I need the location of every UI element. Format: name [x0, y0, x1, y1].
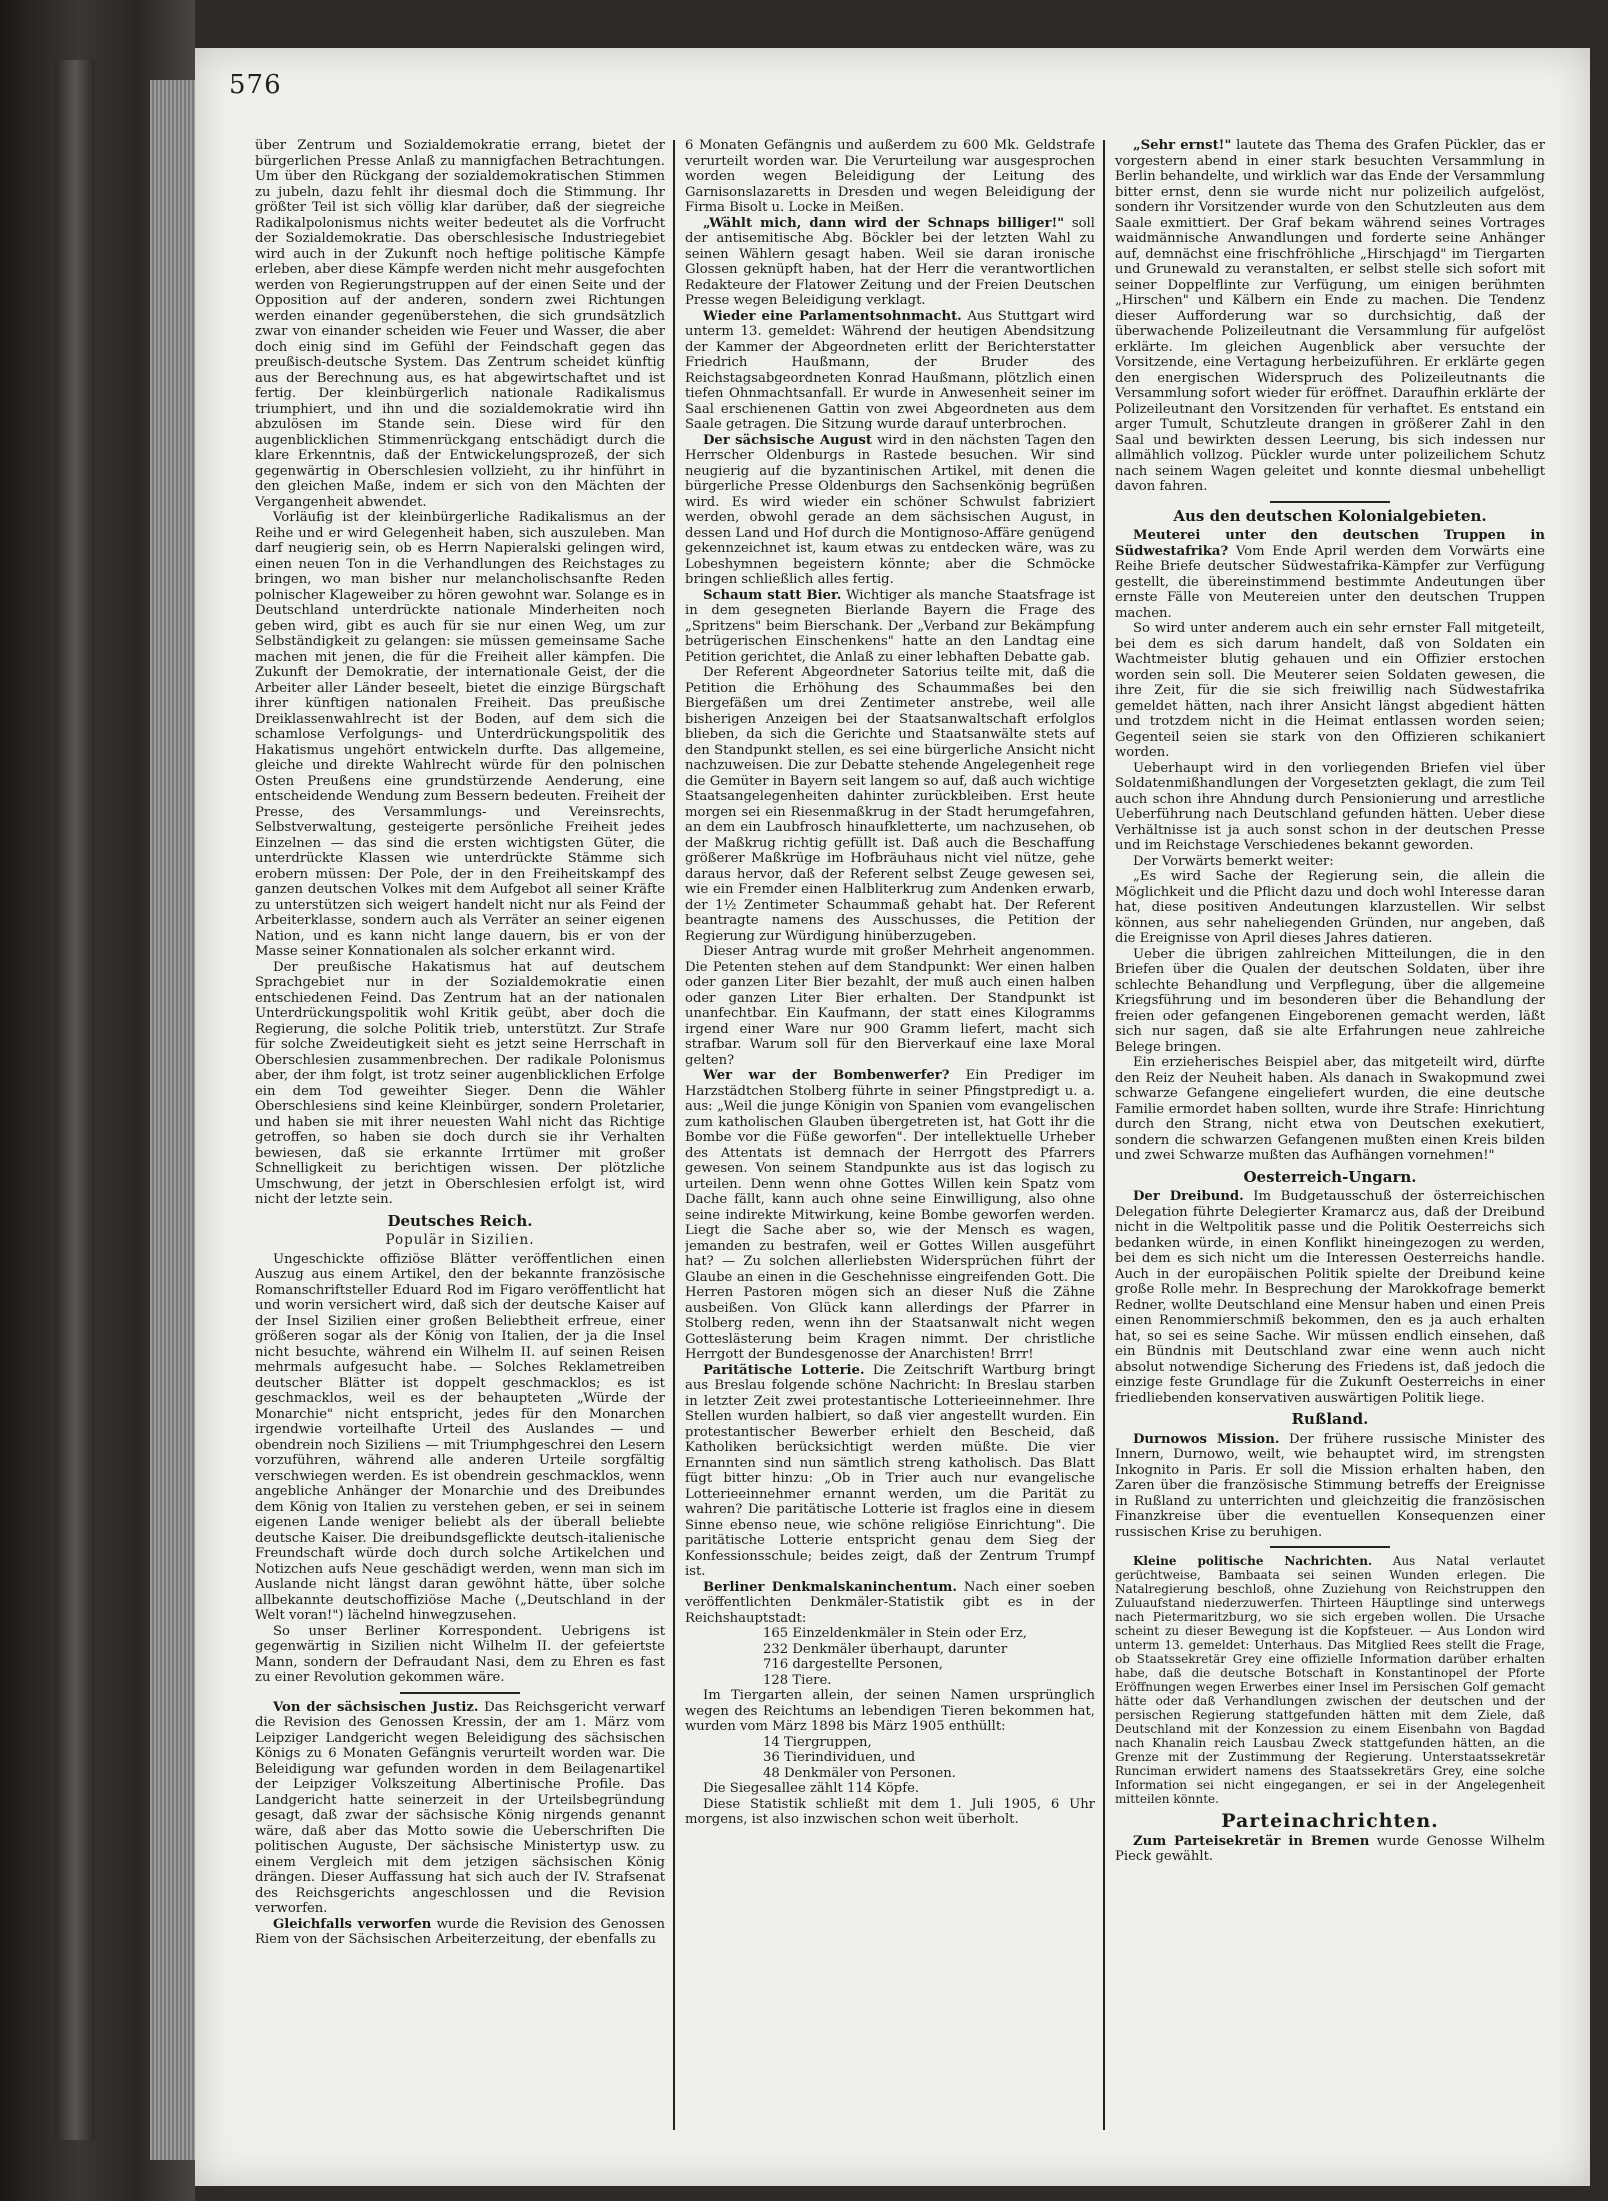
paragraph — [685, 588, 1095, 666]
paragraph-text: Das Reichsgericht verwarf die Revision des Genossen Kressin, der am 1. März vom Leipziger Landgericht wegen Beleidigung des sächsischen Königs zu 6 Monaten Gefängnis verurteilt worden war. Die Beleidigung war gefunden worden in dem Beilagenartikel der Leipziger Volkszeitung Albertinische Profile. Das Landgericht hatte seinerzeit in der Urteilsbegründung gesagt, daß zwar der sächsische König nirgends genannt wäre, daß aber das Motto sowie die Ueberschriften Die politischen Auguste, Der sächsische Ministertyp usw. zu einem Vergleich mit dem jetzigen sächsischen König drängen. Dieser Auffassung hat sich auch der IV. Strafsenat des Reichsgerichts angeschlossen und die Revision verworfen. — [255, 1699, 665, 1916]
paragraph-text: wurde die Revision des Genossen Riem von der Sächsischen Arbeiterzeitung, der ebenfalls zu — [255, 1916, 665, 1947]
paragraph: Die Siegesallee zählt 114 Köpfe. — [703, 1781, 920, 1796]
paragraph — [1115, 1554, 1545, 1806]
paragraph: So unser Berliner Korrespondent. Uebrigens ist gegenwärtig in Sizilien nicht Wilhelm II. der gefeiertste Mann, sondern der Defraudant Nasi, dem zu Ehren es fast zu einer Revolution gekommen wäre. — [255, 1623, 665, 1685]
section-heading-reich: Deutsches Reich. — [387, 1211, 533, 1230]
article-heading: Populär in Sizilien. — [385, 1232, 535, 1248]
paragraph-text: Nach einer soeben veröffentlichten Denkmäler-Statistik gibt es in der Reichshauptstadt: — [685, 1579, 1095, 1626]
paragraph — [1115, 1432, 1545, 1541]
lead-phrase: Meuterei unter den deutschen Truppen in Südwestafrika? — [1115, 528, 1545, 559]
paragraph-text: Im Budgetausschuß der österreichischen Delegation führte Delegierter Kramarcz aus, daß der Dreibund nicht in die Weltpolitik passe und die Politik Oesterreichs sich bedanken würde, in einen Konflikt hineingezogen zu werden, bei dem es sich nicht um die Interessen Oesterreichs handle. Auch in der europäischen Politik spielte der Dreibund keine große Rolle mehr. In Besprechung der Marokkofrage bemerkt Redner, wollte Deutschland eine Mensur haben und einen Preis einen Renommierschmiß bekommen, den es ja auch erhalten hat, so sei es seine Sache. Wir müssen endlich einsehen, daß ein Bündnis mit Deutschland zwar eine wenn auch nicht absolut notwendige Sicherung des Friedens ist, daß jedoch die einzige feste Grundlage für die Zukunft Oesterreichs in einer friedliebenden konservativen auswärtigen Politik liege. — [1115, 1189, 1545, 1406]
paragraph-text: wird in den nächsten Tagen den Herrscher Oldenburgs in Rastede besuchen. Wir sind neugierig auf die byzantinischen Artikel, mit denen die bürgerliche Presse Oldenburgs den Sachsenkönig begrüßen wird. Es wird wieder ein schöner Schwulst fabriziert werden, obwohl gerade an dem sächsischen August, in dessen Land und Hof durch die Montignoso-Affäre genügend gekennzeichnet ist, kaum etwas zu entdecken wäre, was zu Lobeshymnen begeistern könnte; aber die Schmöcke bringen schließlich alles fertig. — [685, 432, 1095, 587]
column-2 — [685, 138, 1095, 2128]
lead-phrase: Wieder eine Parlamentsohnmacht. — [703, 308, 962, 324]
lead-phrase: Paritätische Lotterie. — [703, 1362, 865, 1378]
list-item: 14 Tiergruppen, — [763, 1734, 872, 1750]
paragraph — [255, 1917, 665, 1948]
paragraph — [1115, 138, 1545, 495]
paragraph: Diese Statistik schließt mit dem 1. Juli 1905, 6 Uhr morgens, ist also inzwischen schon weit überholt. — [685, 1796, 1095, 1827]
paragraph: Ungeschickte offiziöse Blätter veröffentlichen einen Auszug aus einem Artikel, den der bekannte französische Romanschriftsteller Eduard Rod im Figaro veröffentlicht hat und worin versichert wird, daß sich der deutsche Kaiser auf der Insel Sizilien einer großen Beliebtheit erfreue, einer größeren sogar als der König von Italien, der ja die Insel nicht besuchte, während ein Wilhelm II. auf seinen Reisen mehrmals aufgesucht habe. — Solches Reklametreiben deutscher Blätter ist doppelt geschmacklos; es ist geschmacklos, weil es der behaupteten „Würde der Monarchie" nicht entspricht, jedes für den Monarchen irgendwie vorteilhafte Urteil des Auslandes — und obendrein noch Siziliens — mit Triumphgeschrei den Lesern vorzuführen, während alle anderen Urteile sorgfältig verschwiegen werden. Es ist obendrein geschmacklos, wenn angebliche Anhänger der Monarchie und des Dreibundes dem König von Italien zu verstehen geben, er sei in seinem eigenen Lande weniger beliebt als der überall beliebte deutsche Kaiser. Die dreibundsgeflickte deutsch-italienische Freundschaft würde doch durch solche Artikelchen und Notizchen aufs Neue geschädigt werden, wenn man sich im Auslande nicht längst daran gewöhnt hätte, über solche allbekannte deutschoffiziöse Mache („Deutschland in der Welt voran!") lächelnd hinwegzusehen. — [255, 1251, 665, 1623]
lead-phrase: Der sächsische August — [703, 432, 873, 448]
paragraph: Vorläufig ist der kleinbürgerliche Radikalismus an der Reihe und er wird Gelegenheit haben, sich auszuleben. Man darf neugierig sein, ob es Herrn Napieralski gelingen wird, einen neuen Ton in die Verhandlungen des Reichstages zu bringen, wo man bisher nur melancholischsanfte Reden polnischer Klageweiber zu hören gewohnt war. Solange es in Deutschland unterdrückte nationale Minderheiten noch geben wird, gibt es auch für sie nur einen Weg, um zur Selbständigkeit zu gelangen: sie müssen gemeinsame Sache machen mit jenen, die für die Freiheit aller kämpfen. Die Zukunft der Demokratie, der internationale Geist, der die Arbeiter aller Länder beseelt, bietet die einzige Bürgschaft ihrer künftigen nationalen Freiheit. Das preußische Dreiklassenwahlrecht ist der Boden, auf dem sich die schamlose Verfolgungs- und Unterdrückungspolitik des Hakatismus ungehört entwickeln durfte. Das allgemeine, gleiche und direkte Wahlrecht würde für den polnischen Osten Preußens eine grundstürzende Aenderung, eine entscheidende Wendung zum Bessern bedeuten. Freiheit der Presse, des Versammlungs- und Vereinsrechts, Selbstverwaltung, gesteigerte persönliche Freiheit jedes Einzelnen — das sind die ersten wichtigsten Güter, die unterdrückte Klassen wie unterdrückte Stämme sich erobern müssen: Der Pole, der in den Freiheitskampf des ganzen deutschen Volkes mit dem Aufgebot all seiner Kräfte zu unterstützen sich weigert handelt nicht nur als Feind der Arbeiterklasse, sondern auch als Verräter an seiner eigenen Nation, und es kann nicht lange dauern, bis er von der Masse seiner Konnationalen als solcher erkannt wird. — [255, 510, 665, 959]
separator — [1270, 1546, 1390, 1548]
column-rule — [1103, 140, 1105, 2130]
list-item: 36 Tierindividuen, und — [763, 1750, 916, 1765]
paragraph — [1115, 1834, 1545, 1865]
column-3 — [1115, 138, 1545, 2128]
lead-phrase: Schaum statt Bier. — [703, 587, 842, 603]
section-heading-partei: Parteinachrichten. — [1221, 1810, 1439, 1832]
list-item: 48 Denkmäler von Personen. — [763, 1765, 956, 1781]
paragraph: Dieser Antrag wurde mit großer Mehrheit angenommen. Die Petenten stehen auf dem Standpunkt: Wer einen halben oder ganzen Liter Bier bezahlt, der muß auch einen halben oder ganzen Liter Bier erhalten. Der Standpunkt ist unanfechtbar. Ein Kaufmann, der statt eines Kilogramms irgend einer Ware nur 900 Gramm liefert, macht sich strafbar. Warum soll für den Bierverkauf eine laxe Moral gelten? — [685, 944, 1095, 1068]
paragraph: Ueberhaupt wird in den vorliegenden Briefen viel über Soldatenmißhandlungen der Vorgesetzten geklagt, die zum Teil auch schon ihre Ahndung durch Pensionierung und arrestliche Ueberführung nach Deutschland gefunden hätten. Ueber diese Verhältnisse ist ja auch sonst schon in der deutschen Presse und im Reichstage Verschiedenes bekannt geworden. — [1115, 760, 1545, 853]
paragraph: Ein erzieherisches Beispiel aber, das mitgeteilt wird, dürfte den Reiz der Neuheit haben. Als danach in Swakopmund zwei schwarze Gefangene eingeliefert wurden, die eine deutsche Familie ermordet haben sollten, wurde ihre Strafe: Hinrichtung durch den Strang, nicht etwa von Deutschen exekutiert, sondern die schwarzen Gefangenen mußten einen Kreis bilden und zwei Schwarze mußten das Aufhängen vornehmen!" — [1115, 1055, 1545, 1163]
paragraph — [685, 1363, 1095, 1580]
section-heading-russland: Rußland. — [1291, 1410, 1369, 1428]
separator — [400, 1692, 520, 1694]
lead-phrase: Durnowos Mission. — [1133, 1431, 1280, 1447]
page-number: 576 — [229, 70, 282, 100]
paragraph — [1115, 1189, 1545, 1406]
paragraph-text: wurde Genosse Wilhelm Pieck gewählt. — [1115, 1833, 1545, 1864]
paragraph: 6 Monaten Gefängnis und außerdem zu 600 Mk. Geldstrafe verurteilt worden war. Die Verurteilung war ausgesprochen worden wegen Beleidigung der Leitung des Garnisonslazaretts in Dresden und wegen Beleidigung der Firma Bisolt u. Locke in Meißen. — [685, 138, 1095, 215]
paragraph — [255, 1700, 665, 1917]
list-item: 716 dargestellte Personen, — [763, 1657, 943, 1672]
paragraph — [685, 309, 1095, 433]
separator — [1270, 501, 1390, 503]
paragraph — [685, 216, 1095, 309]
list-item: 128 Tiere. — [763, 1672, 832, 1688]
lead-phrase: Wer war der Bombenwerfer? — [703, 1068, 950, 1083]
page-stack-edge — [150, 80, 195, 2160]
lead-phrase: Von der sächsischen Justiz. — [273, 1699, 479, 1715]
lead-phrase: „Wählt mich, dann wird der Schnaps billiger!" — [703, 215, 1065, 231]
paragraph-text: Vom Ende April werden dem Vorwärts eine Reihe Briefe deutscher Südwestafrika-Kämpfer zur Verfügung gestellt, die übereinstimmend bestimmte Andeutungen über ernste Fälle von Meutereien unter den deutschen Truppen machen. — [1115, 543, 1545, 621]
paragraph-text: lautete das Thema des Grafen Pückler, das er vorgestern abend in einer stark besuchten Versammlung in Berlin behandelte, und wirklich war das Ende der Versammlung bitter ernst, denn sie wurde nicht nur polizeilich aufgelöst, sondern ihr Vorsitzender wurde von den Schutzleuten aus dem Saale exmittiert. Der Graf bekam während seines Vortrages waidmännische Anwandlungen und forderte seine Anhänger auf, demnächst eine frischfröhliche „Hirschjagd" im Tiergarten und Grunewald zu veranstalten, er selbst stelle sich sofort mit seiner Doppelflinte zur Verfügung, um einigen berühmten „Hirschen" und Kälbern ein Ende zu machen. Die Tendenz dieser Aufforderung war so durchsichtig, daß der überwachende Polizeileutnant die Versammlung für aufgelöst erklärte. Im gleichen Augenblick aber versuchte der Vorsitzende, eine Vertagung herbeizuführen. Er erklärte gegen den energischen Widerspruch des Polizeileutnants die Versammlung sofort wieder für eröffnet. Daraufhin erklärte der Polizeileutnant den Vorsitzenden für verhaftet. Es entstand ein arger Tumult, Schutzleute drangen in größerer Zahl in den Saal und bewirkten dessen Leerung, bis sich indessen nur allmählich vollzog. Pückler wurde unter polizeilichem Schutz nach seinem Wagen geleitet und konnte diesmal unbehelligt davon fahren. — [1115, 138, 1545, 494]
paragraph-text: Aus Natal verlautet gerüchtweise, Bambaata sei seinen Wunden erlegen. Die Natalregierung beschloß, ohne Zuziehung von Reichstruppen den Zuluaufstand niederzuwerfen. Thirteen Häuptlinge sind unterwegs nach Pietermaritzburg, wo sie sich ergeben wollen. Die Ursache scheint zu dieser Bewegung ist die Kopfsteuer. — Aus London wird unterm 13. gemeldet: Unterhaus. Das Mitglied Rees stellt die Frage, ob Staatssekretär Grey eine offizielle Information darüber erhalten habe, daß die deutsche Botschaft in Konstantinopel der Pforte Eröffnungen wegen Erwerbes einer Insel im Persischen Golf gemacht hätte oder daß Verhandlungen zwischen der deutschen und der persischen Regierung stattgefunden hätten mit dem Ziele, daß Deutschland mit der Konzession zu einem Eisenbahn von Bagdad nach Khanalin reich Lausbau Zweck stattgefunden hätten, an die Grenze mit der Zustimmung der Regierung. Unterstaatssekretär Runciman erwidert namens des Staatssekretärs Grey, eine solche Information sei nicht eingegangen, er sei in der Angelegenheit mitteilen könnte. — [1115, 1554, 1545, 1806]
lead-phrase: „Sehr ernst!" — [1133, 138, 1232, 153]
paragraph-text: Ein Prediger im Harzstädtchen Stolberg führte in seiner Pfingstpredigt u. a. aus: „Weil die junge Königin von Spanien vom evangelischen zum katholischen Glauben übergetreten ist, hat Gott ihr die Bombe vor die Füße geworfen". Der intellektuelle Urheber des Attentats ist demnach der Herrgott des Pfarrers gewesen. Von seinem Standpunkte aus ist das logisch zu urteilen. Denn wenn ohne Gottes Willen kein Spatz vom Dache fällt, kann auch ohne seine Einwilligung, also ohne seine indirekte Mitwirkung, keine Bombe geworfen werden. Liegt die Sache aber so, wie der Mensch es wagen, jemanden zu bestrafen, weil er Gottes Willen ausgeführt hat? — Zu solchen allerliebsten Widersprüchen führt der Glaube an einen in die Geschehnisse eingreifenden Gott. Die Herren Pastoren mögen sich an dieser Nuß die Zähne ausbeißen. Von Glück kann allerdings der Pfarrer in Stolberg reden, wenn ihn der Staatsanwalt nicht wegen Gotteslästerung beim Kragen nimmt. Der christliche Herrgott der Bundesgenosse der Anarchisten! Brrr! — [685, 1068, 1095, 1362]
lead-phrase: Gleichfalls verworfen — [273, 1916, 432, 1932]
lead-phrase: Kleine politische Nachrichten. — [1133, 1554, 1373, 1568]
binding-spine — [55, 60, 95, 2140]
paragraph — [685, 1068, 1095, 1363]
paragraph-text: Wichtiger als manche Staatsfrage ist in dem gesegneten Bierlande Bayern die Frage des „Spritzens" beim Bierschank. Der „Verband zur Bekämpfung betrügerischen Einschenkens" hatte an den Landtag eine Petition gerichtet, die Anlaß zu einer lebhaften Debatte gab. — [685, 587, 1095, 665]
section-heading-oesterreich: Oesterreich-Ungarn. — [1243, 1167, 1417, 1186]
lead-phrase: Der Dreibund. — [1133, 1189, 1244, 1204]
paragraph — [685, 433, 1095, 588]
newspaper-page — [195, 48, 1590, 2186]
paragraph-text: Aus Stuttgart wird unterm 13. gemeldet: Während der heutigen Abendsitzung der Kammer der Abgeordneten erlitt der Berichterstatter Friedrich Haußmann, der Bruder des Reichstagsabgeordneten Konrad Haußmann, plötzlich einen tiefen Ohnmachtsanfall. Er wurde in Anwesenheit seiner im Saal erschienenen Gattin von zwei Abgeordneten aus dem Saale getragen. Die Sitzung wurde darauf unterbrochen. — [685, 308, 1095, 432]
paragraph: Der preußische Hakatismus hat auf deutschem Sprachgebiet nur in der Sozialdemokratie einen entschiedenen Feind. Das Zentrum hat an der nationalen Unterdrückungspolitik wohl Kritik geübt, aber doch die Regierung, die solche Politik trieb, unterstützt. Zur Strafe für solche Zweideutigkeit sieht es jetzt seine Herrschaft in Oberschlesien zusammenbrechen. Der radikale Polonismus aber, der ihm folgt, ist trotz seiner augenblicklichen Erfolge ein dem Tod geweihter Sieger. Denn die Wähler Oberschlesiens sind keine Kleinbürger, sondern Proletarier, und haben sie mit ihrer neuesten Wahl nicht das Richtige getroffen, so haben sie doch durch sie ihr Verhalten bewiesen, daß sie erkannte Irrtümer mit großer Schnelligkeit zu berichtigen wissen. Der plötzliche Umschwung, der jetzt in Oberschlesien erfolgt ist, wird nicht der letzte sein. — [255, 959, 665, 1207]
paragraph — [1115, 528, 1545, 621]
list-item: 165 Einzeldenkmäler in Stein oder Erz, — [763, 1626, 1027, 1641]
paragraph: Der Vorwärts bemerkt weiter: — [1133, 853, 1334, 869]
paragraph-text: Die Zeitschrift Wartburg bringt aus Breslau folgende schöne Nachricht: In Breslau starben in letzter Zeit zwei protestantische Lotterieeinnehmer. Ihre Stellen wurden halbiert, so daß vier angestellt wurden. Ein protestantischer Bewerber erhielt den Bescheid, daß Katholiken berücksichtigt werden müßte. Die vier Ernannten sind nun sämtlich streng katholisch. Das Blatt fügt bitter hinzu: „Ob in Trier auch nur evangelische Lotterieeinnehmer ernannt werden, um die Parität zu wahren? Die paritätische Lotterie ist fraglos eine in diesem Sinne ebenso neue, wie schöne religiöse Einrichtung". Die paritätische Lotterie entspricht genau dem Sieg der Konfessionsschule; beides zeigt, daß der Zentrum Trumpf ist. — [685, 1362, 1095, 1579]
lead-phrase: Berliner Denkmalskaninchentum. — [703, 1579, 957, 1595]
section-heading-kolonial: Aus den deutschen Kolonialgebieten. — [1173, 506, 1487, 525]
paragraph: So wird unter anderem auch ein sehr ernster Fall mitgeteilt, bei dem es sich darum handelt, daß von Soldaten ein Wachtmeister blutig gehauen und ein Offizier erstochen worden sein soll. Die Meuterer seien Soldaten gewesen, die ihre Zeit, für die sie sich freiwillig nach Südwestafrika gemeldet hätten, nach ihrer Ansicht längst abgedient hätten und trotzdem nicht in die Heimat entlassen worden seien; Gegenteil seien sie stark von den Offizieren schikaniert worden. — [1115, 621, 1545, 760]
column-1 — [255, 138, 665, 2128]
paragraph-text: Der frühere russische Minister des Innern, Durnowo, weilt, wie behauptet wird, im strengsten Inkognito in Paris. Er soll die Mission erhalten haben, den Zaren über die französische Stimmung betreffs der Ereignisse in Rußland zu unterrichten und gleichzeitig die französischen Finanzkreise über die eventuellen Konsequenzen einer russischen Krise zu beruhigen. — [1115, 1431, 1545, 1540]
paragraph-text: soll der antisemitische Abg. Böckler bei der letzten Wahl zu seinen Wählern gesagt haben. Weil sie daran ironische Glossen geknüpft haben, hat der Herr die verantwortlichen Redakteure der Flatower Zeitung und der Freien Deutschen Presse wegen Beleidigung verklagt. — [685, 215, 1095, 308]
paragraph: „Es wird Sache der Regierung sein, die allein die Möglichkeit und die Pflicht dazu und doch wohl Interesse daran hat, diese positiven Andeutungen klarzustellen. Wir selbst können, aus sehr naheliegenden Gründen, nur angeben, daß die Ereignisse von April dieses Jahres datieren. — [1115, 869, 1545, 946]
paragraph: Der Referent Abgeordneter Satorius teilte mit, daß die Petition die Erhöhung des Schaummaßes bei den Biergefäßen um drei Zentimeter anstrebe, weil alle bisherigen Anzeigen bei der Staatsanwaltschaft erfolglos blieben, da sich die Gerichte und Staatsanwälte stets auf den Standpunkt stellen, es sei eine bürgerliche Ansicht nicht nachzuweisen. Die zur Debatte stehende Angelegenheit rege die Gemüter in Bayern seit langem so auf, daß auch wichtige Staatsangelegenheiten dahinter zurückbleiben. Erst heute morgen sei ein Riesenmaßkrug in der Stadt herumgefahren, an dem ein Laubfrosch hinaufkletterte, um nachzusehen, ob der Maßkrug richtig gefüllt ist. Daß auch die Beschaffung größerer Maßkrüge im Hofbräuhaus nicht viel nütze, gehe daraus hervor, daß der Referent selbst Zeuge gewesen sei, wie ein Fremder einen Halbliterkrug zum Andenken erwarb, der 1½ Zentimeter Schaummaß gehabt hat. Der Referent beantragte namens des Ausschusses, die Petition der Regierung zur Würdigung hinüberzugeben. — [685, 665, 1095, 944]
lead-phrase: Zum Parteisekretär in Bremen — [1133, 1833, 1370, 1849]
list-item: 232 Denkmäler überhaupt, darunter — [763, 1641, 1008, 1657]
paragraph: über Zentrum und Sozialdemokratie errang, bietet der bürgerlichen Presse Anlaß zu mannigfachen Betrachtungen. Um über den Rückgang der sozialdemokratischen Stimmen zu jubeln, dazu fehlt ihr diesmal doch die Stimmung. Ihr größter Teil ist sich völlig klar darüber, daß der siegreiche Radikalpolonismus nichts weiter bedeutet als die Vorfrucht der Sozialdemokratie. Das oberschlesische Industriegebiet wird auch in der Zukunft noch heftige politische Kämpfe erleben, aber diese Kämpfe werden nicht mehr ausgefochten werden von Regierungstruppen auf der einen Seite und der Opposition auf der anderen, sondern zwei Richtungen werden einander gegenüberstehen, die sich grundsätzlich zwar von einander scheiden wie Feuer und Wasser, die aber doch einig sind im Gefühl der Feindschaft gegen das preußisch-deutsche System. Das Zentrum scheidet künftig aus der Berechnung aus, es hat abgewirtschaftet und ist fertig. Der kleinbürgerlich nationale Radikalismus triumphiert, und ihn und die sozialdemokratie wird ihn abzulösen im Stande sein. Diese wird für den augenblicklichen Stimmenrückgang entschädigt durch die klare Erkenntnis, daß der Entwickelungsprozeß, der sich gegenwärtig in Oberschlesien vollzieht, zu ihr hinführt in den gleichen Maße, indem er sich von den Mächten der Vergangenheit abwendet. — [255, 138, 665, 510]
paragraph — [685, 1580, 1095, 1627]
paragraph: Ueber die übrigen zahlreichen Mitteilungen, die in den Briefen über die Qualen der deutschen Soldaten, über ihre schlechte Behandlung und Verpflegung, über die allgemeine Kriegsführung und im besonderen über die Behandlung der freien oder gefangenen Eingeborenen gemacht werden, läßt sich nur sagen, daß sie alte Erfahrungen neue zahlreiche Belege bringen. — [1115, 946, 1545, 1055]
column-rule — [673, 140, 675, 2130]
paragraph: Im Tiergarten allein, der seinen Namen ursprünglich wegen des Reichtums an lebendigen Tieren bekommen hat, wurden vom März 1898 bis März 1905 enthüllt: — [685, 1688, 1095, 1734]
